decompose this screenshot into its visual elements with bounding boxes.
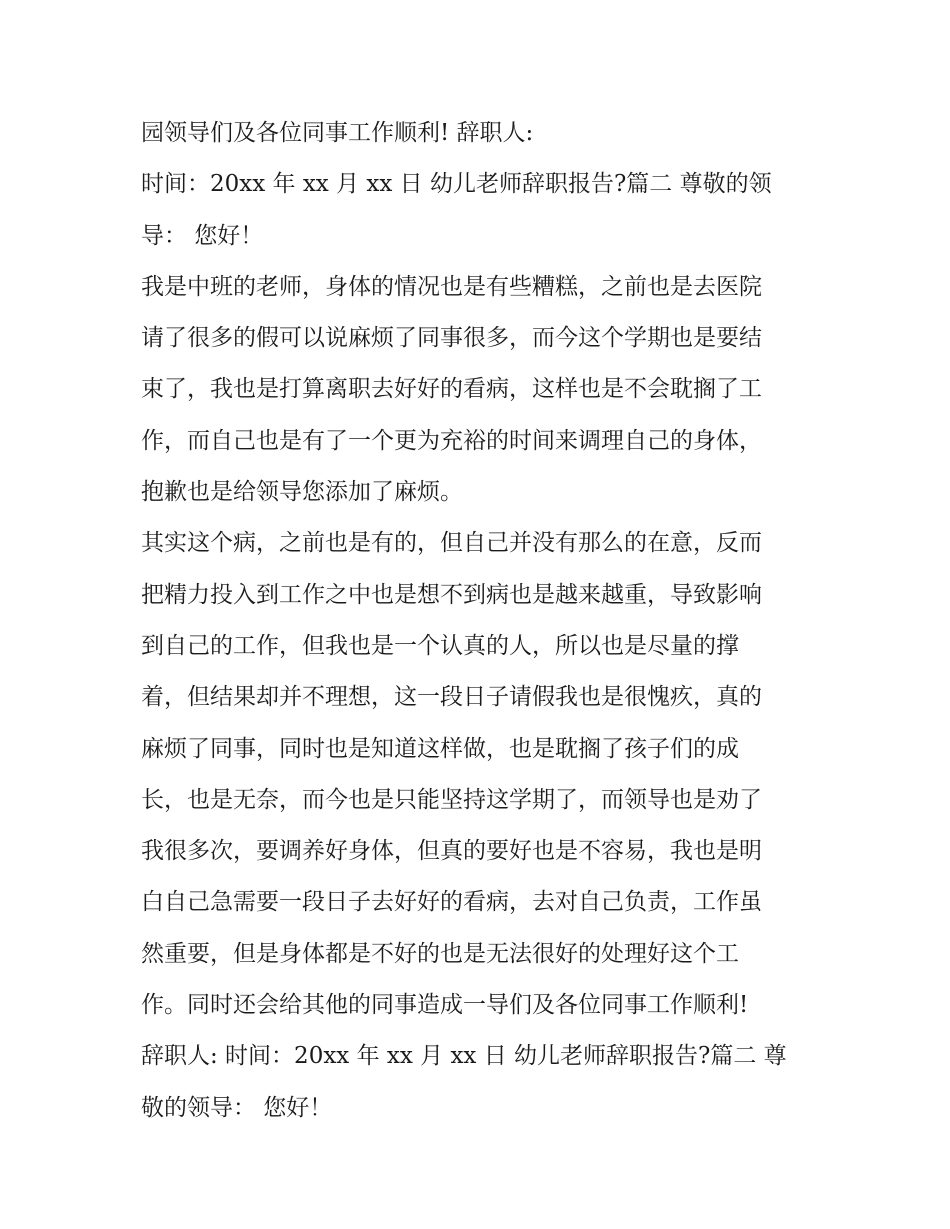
- text-line: 辞职人: 时间：20xx 年 xx 月 xx 日 幼儿老师辞职报告?篇二 尊: [141, 1043, 787, 1070]
- text-line: 抱歉也是给领导您添加了麻烦。: [141, 479, 463, 506]
- text-line: 请了很多的假可以说麻烦了同事很多，而今这个学期也是要结: [141, 325, 762, 352]
- text-line: 其实这个病，之前也是有的，但自己并没有那么的在意，反而: [141, 530, 762, 557]
- text-line: 时间：20xx 年 xx 月 xx 日 幼儿老师辞职报告?篇二 尊敬的领: [141, 171, 772, 198]
- text-line: 把精力投入到工作之中也是想不到病也是越来越重，导致影响: [141, 581, 762, 608]
- text-line: 园领导们及各位同事工作顺利! 辞职人:: [141, 120, 534, 146]
- text-line: 束了，我也是打算离职去好好的看病，这样也是不会耽搁了工: [141, 376, 762, 403]
- text-line: 我很多次，要调养好身体，但真的要好也是不容易，我也是明: [141, 838, 762, 865]
- text-line: 作。同时还会给其他的同事造成一导们及各位同事工作顺利!: [141, 992, 749, 1019]
- text-line: 导： 您好！: [141, 222, 264, 249]
- text-line: 我是中班的老师，身体的情况也是有些糟糕，之前也是去医院: [141, 273, 762, 300]
- text-line: 白自己急需要一段日子去好好的看病，去对自己负责，工作虽: [141, 889, 762, 916]
- text-line: 到自己的工作，但我也是一个认真的人，所以也是尽量的撑: [141, 632, 739, 659]
- text-line: 麻烦了同事，同时也是知道这样做，也是耽搁了孩子们的成: [141, 735, 739, 762]
- text-line: 长，也是无奈，而今也是只能坚持这学期了，而领导也是劝了: [141, 786, 762, 813]
- text-line: 作，而自己也是有了一个更为充裕的时间来调理自己的身体，: [141, 427, 762, 454]
- document-body: [141, 108, 821, 1134]
- text-line: 敬的领导： 您好！: [141, 1094, 333, 1121]
- text-line: 着，但结果却并不理想，这一段日子请假我也是很愧疚，真的: [141, 684, 762, 711]
- text-line: 然重要，但是身体都是不好的也是无法很好的处理好这个工: [141, 940, 739, 967]
